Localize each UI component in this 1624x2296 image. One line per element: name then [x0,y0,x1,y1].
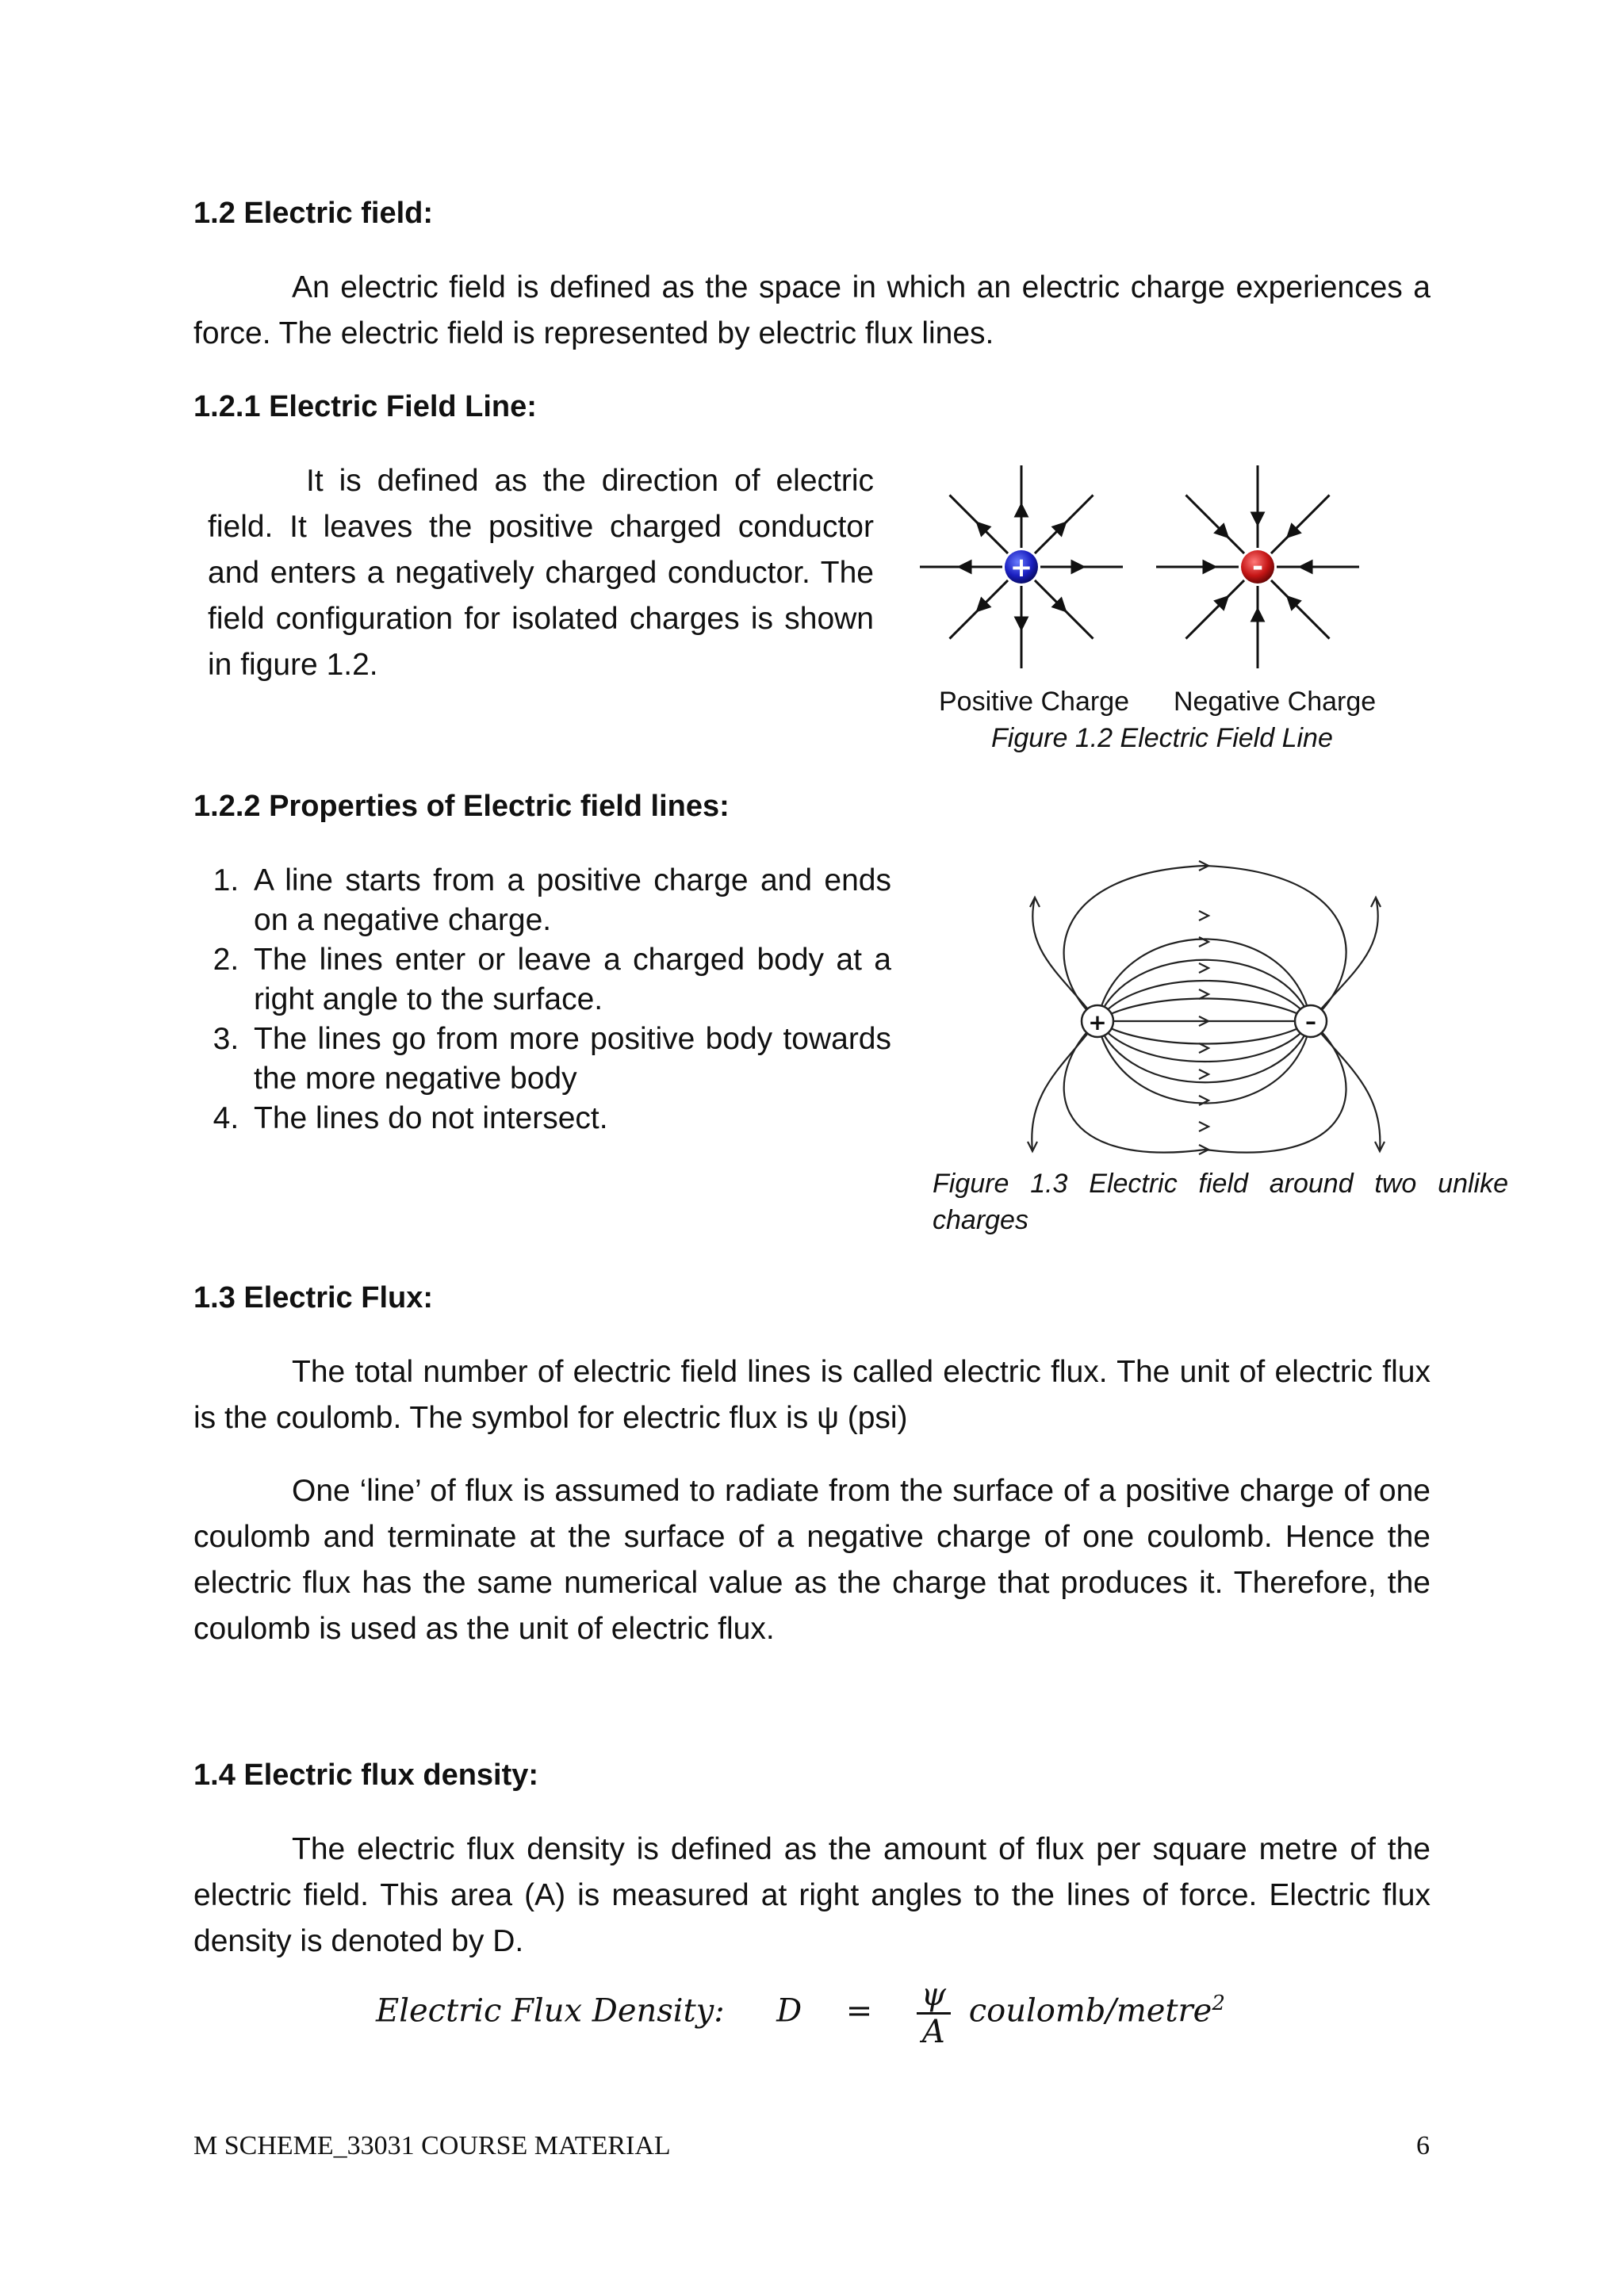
formula-lhs: Electric Flux Density: [376,1992,725,2030]
positive-charge-label: Positive Charge [939,687,1130,717]
inward-arrowhead [1204,561,1215,572]
heading-1-2-2: 1.2.2 Properties of Electric field lines: [193,790,730,823]
formula-variable: D [776,1992,802,2030]
paragraph-electric-flux-2 [193,1468,1431,1652]
heading-1-3: 1.3 Electric Flux: [193,1281,434,1314]
field-line [1185,580,1244,639]
negative-charge-label: Negative Charge [1174,687,1377,717]
inward-arrowhead [1252,513,1263,524]
field-line [1271,495,1330,553]
figure-1-2-diagram [912,460,1372,674]
figure-1-3-caption-text: Figure 1.3 Electric field around two unlike charges [933,1169,1508,1235]
paragraph-electric-field-text: An electric field is defined as the space in which an electric charge experiences a force. The electric field is represented by electric flux lines. [193,270,1431,350]
page-number: 6 [1416,2131,1430,2160]
list-item: 3. The lines go from more positive body towards the more negative body [247,1020,891,1099]
formula-exponent: 2 [1212,1992,1225,2016]
properties-list [193,861,891,1138]
formula-equals: = [845,1992,873,2030]
positive-symbol: + [1009,552,1033,584]
paragraph-electric-field [193,265,1431,357]
outward-arrowhead [1072,561,1083,572]
dipole-arrowheads [1028,861,1385,1154]
heading-1-2: 1.2 Electric field: [193,197,434,230]
figure-1-2-caption: Figure 1.2 Electric Field Line [991,723,1333,753]
formula-fraction [917,1977,951,2049]
inward-arrowhead [1252,610,1263,621]
properties-list-container [193,861,891,1138]
paragraph-field-line-text: It is defined as the direction of electric field. It leaves the positive charged conductor and enters a negatively charged conductor. The field configuration for isolated charges is shown in figure 1.2. [208,464,874,682]
list-item: 4. The lines do not intersect. [247,1099,891,1138]
formula-numerator: ψ [917,1977,951,2015]
heading-1-2-1: 1.2.1 Electric Field Line: [193,390,537,423]
list-item: 2. The lines enter or leave a charged body at a right angle to the surface. [247,940,891,1020]
formula-denominator: A [921,2014,945,2050]
dipole-minus-symbol: – [1305,1008,1316,1035]
inward-arrowhead [1300,561,1312,572]
field-line [1185,495,1244,553]
paragraph-flux-density-text: The electric flux density is defined as the amount of flux per square metre of the electric field. This area (A) is measured at right angles to the lines of force. Electric flux density is denoted by D. [193,1832,1431,1958]
paragraph-electric-flux-1-text: The total number of electric field lines is called electric flux. The unit of electric flux is the coulomb. The symbol for electric flux is ψ (psi) [193,1355,1431,1435]
paragraph-electric-flux-1 [193,1349,1431,1441]
list-item: 1. A line starts from a positive charge and ends on a negative charge. [247,861,891,940]
negative-symbol: - [1251,551,1264,583]
outward-arrowhead [1016,618,1027,629]
flux-density-formula [376,1977,1225,2049]
outward-arrowhead [959,561,971,572]
figure-1-3-caption [933,1165,1508,1238]
paragraph-flux-density [193,1827,1431,1965]
outward-arrowhead [1016,505,1027,516]
field-line [1271,580,1330,639]
paragraph-field-line [208,458,874,688]
dipole-field-lines [1032,866,1380,1153]
paragraph-electric-flux-2-text: One ‘line’ of flux is assumed to radiate from the surface of a positive charge of one coulomb and terminate at the surface of a negative charge of one coulomb. Hence the electric flux has the same numerical value as the charge that produces it. Therefore, the coulomb is used as the unit of electric flux. [193,1474,1431,1646]
footer-course-title: M SCHEME_33031 COURSE MATERIAL [193,2131,671,2160]
formula-unit: coulomb/metre [968,1992,1212,2030]
figure-1-3-diagram [1015,856,1411,1165]
dipole-plus-symbol: + [1088,1009,1107,1035]
heading-1-4: 1.4 Electric flux density: [193,1758,539,1792]
